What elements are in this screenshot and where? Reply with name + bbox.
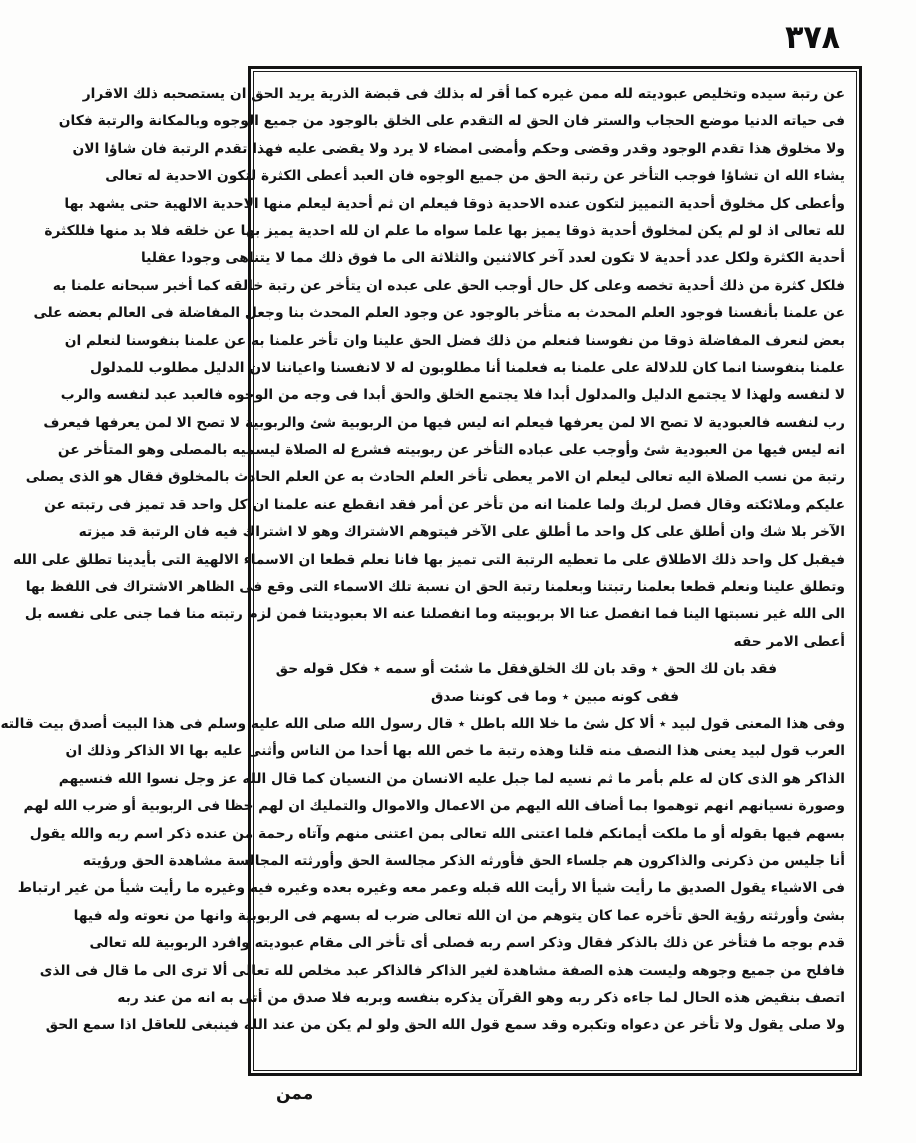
text-line: الى الله غير نسبتها الينا فما انفصل عنا الا بربوبيته وما انفصلنا عنه الا بعبوديتنا فمن لزم رتبته منا فما جنى على نفسه بل — [24, 606, 845, 623]
catchword: ممن — [276, 1084, 314, 1104]
text-line: فافلح من جميع وجوهه وليست هذه الصفة مشاهدة لغير الذاكر فالذاكر عبد مخلص لله تعالى ألا ترى الى ما قال فى الذى — [39, 962, 845, 979]
text-block — [0, 72, 856, 1070]
page-border-frame-inner — [0, 71, 857, 1071]
text-line: فيقبل كل واحد ذلك الاطلاق على ما تعطيه الرتبة التى تميز بها فانا نعلم قطعا ان الاسماء الالهية التى بأيدينا تطلق على الله — [12, 551, 845, 568]
page-border-frame — [0, 66, 862, 1076]
text-line: عن رتبة سيده وتخليص عبوديته لله ممن غيره كما أقر له بذلك فى قبضة الذرية يريد الحق ان يستصحبه ذلك الاقرار — [82, 86, 845, 102]
text-line: الذاكر هو الذى كان له علم بأمر ما ثم نسيه لما جبل عليه الانسان من النسيان كما قال الله عز وجل نسوا الله فنسيهم — [58, 770, 845, 787]
text-line: رتبة من نسب الصلاة اليه تعالى ليعلم ان الامر يعطى تأخر العلم الحادث به عن العلم الحادث بالمخلوق فقال هو الذى يصلى — [25, 469, 845, 486]
page-number: ٣٧٨ — [785, 18, 840, 57]
text-line: يشاء الله ان تشاؤا فوجب التأخر عن رتبة الحق من جميع الوجوه فان العبد أعطى الكثرة لتكون الاحدية له تعالى — [105, 168, 845, 185]
text-line: الآخر بلا شك وان أطلق على كل واحد ما أطلق على الآخر فيتوهم الاشتراك وهو لا اشتراك فيه فان الرتبة قد ميزته — [78, 524, 845, 541]
text-line: ولا صلى يقول ولا تأخر عن دعواه وتكبره وقد سمع قول الله الحق ولو لم يكن من عند الله فينبغى للعاقل اذا سمع الحق — [45, 1017, 845, 1034]
verse-line — [265, 656, 845, 683]
text-line: بشئ وأورثته رؤية الحق تأخره عما كان يتوهم من ان الله تعالى ضرب له بسهم فى الربوبية وانها من نعوته وله فيها — [73, 907, 845, 924]
text-line: رب لنفسه فالعبودية لا تصح الا لمن يعرفها فيعلم انه ليس فيها من الربوبية شئ والربوبية لا تصح الا لمن يعرفها فيعرف — [43, 414, 845, 431]
verse-line-final: ففى كونه مبين ٭ وما فى كوننا صدق — [430, 688, 680, 705]
text-line: ولا مخلوق هذا تقدم الوجود وقدر وقضى وحكم وأمضى امضاء لا يرد ولا يقضى عليه فهذا تقدم الرتبة فان شاؤا الان — [72, 140, 845, 157]
text-line: وتطلق علينا ونعلم قطعا بعلمنا رتبتنا وبعلمنا رتبة الحق ان نسبة تلك الاسماء التى وقع فى الظاهر الاشتراك فى اللفظ بها — [25, 579, 845, 596]
text-line: اتصف بنقيض هذه الحال لما جاءه ذكر ربه وهو القرآن يذكره بنفسه وبربه فلا صدق من أتى به انه من عند ربه — [117, 989, 845, 1006]
text-line: وصورة نسيانهم انهم توهموا بما أضاف الله اليهم من الاعمال والاموال والتمليك ان لهم حظا فى الربوبية أو ضرب الله لهم — [23, 798, 845, 815]
text-line: لله تعالى اذ لو لم يكن لمخلوق أحدية ذوقا يميز بها علما سواه ما علم ان لله احدية يميز بها عن خلقه فلا بد منها فللكثرة — [44, 222, 845, 239]
text-line: علمنا بنفوسنا انما كان للدلالة على علمنا به فعلمنا أنا مطلوبون له لا لانفسنا واعياننا لان الدليل مطلوب للمدلول — [89, 359, 845, 376]
text-line: أنا جليس من ذكرنى والذاكرون هم جلساء الحق فأورثه الذكر مجالسة الحق وأورثته المجالسة مشاهدة الحق ورؤيته — [82, 852, 845, 869]
text-line: بسهم فيها بقوله أو ما ملكت أيمانكم فلما اعتنى الله تعالى بمن اعتنى منهم وآتاه رحمة من عنده ذكر اسم ربه والله يقول — [29, 825, 845, 842]
text-line: وأعطى كل مخلوق أحدية التمييز لتكون عنده الاحدية ذوقا فيعلم ان ثم أحدية ليعلم منها الاحدية الالهية حتى يشهد بها — [64, 195, 845, 212]
text-line: انه ليس فيها من العبودية شئ وأوجب على عباده التأخر عن ربوبيته فشرع له الصلاة ليسميه بالمصلى وهو المتأخر عن — [57, 442, 845, 459]
verse-hemistich-left: فقل ما شئت أو سمه ٭ فكل قوله حق — [275, 661, 528, 678]
text-line: عن علمنا بأنفسنا فوجود العلم المحدث به متأخر بالوجود عن وجود العلم المحدث بنا وجعل المفاضلة فى العالم بعضه على — [33, 305, 845, 322]
text-line: بعض لنعرف المفاضلة ذوقا من نفوسنا فنعلم من ذلك فضل الحق علينا وان تأخر علمنا به عن علمنا بنفوسنا لنعلم ان — [64, 332, 845, 349]
text-line: وفى هذا المعنى قول لبيد ٭ ألا كل شئ ما خلا الله باطل ٭ قال رسول الله صلى الله عليه وسلم فى هذا البيت أصدق بيت قالته — [0, 715, 845, 732]
text-line-paragraph-end: أعطى الامر حقه — [733, 633, 845, 650]
text-line: العرب قول لبيد يعنى هذا النصف منه قلنا وهذه رتبة ما خص الله بها أحدا من الناس وأثنى عليه بها الا الذاكر وذلك ان — [65, 743, 845, 760]
text-line: أحدية الكثرة ولكل عدد أحدية لا تكون لعدد آخر كالاثنين والثلاثة الى ما فوق ذلك مما لا يتناهى وجودا عقليا — [140, 250, 845, 267]
verse-hemistich-right: فقد بان لك الحق ٭ وقد بان لك الخلق — [528, 661, 777, 678]
text-line: فى الاشياء يقول الصديق ما رأيت شيأ الا رأيت الله قبله وعمر معه وغيره بعده وغيره فيه وغيره ما رأيت شيأ من غير ارتباط — [17, 880, 845, 897]
text-line: فى حياته الدنيا موضع الحجاب والستر فان الحق له التقدم على الخلق بالوجود من جميع الوجوه وبالمكانة والرتبة فكان — [58, 113, 845, 130]
text-line: لا لنفسه ولهذا لا يجتمع الدليل والمدلول أبدا فلا يجتمع الخلق والحق أبدا فى وجه من الوجوه فالعبد عبد لنفسه والرب — [60, 387, 845, 404]
text-line: عليكم وملائكته وقال فصل لربك ولما علمنا انه من تأخر عن أمر فقد انقطع عنه علمنا ان كل واحد قد تميز فى رتبته عن — [44, 496, 845, 513]
text-line: قدم بوجه ما فتأخر عن ذلك بالذكر فقال وذكر اسم ربه فصلى أى تأخر الى مقام عبوديته وافرد الربوبية لله تعالى — [89, 935, 845, 952]
text-line: فلكل كثرة من ذلك أحدية تخصه وعلى كل حال أوجب الحق على عبده ان يتأخر عن رتبة خالقه كما أخبر سبحانه علمنا به — [52, 277, 845, 294]
